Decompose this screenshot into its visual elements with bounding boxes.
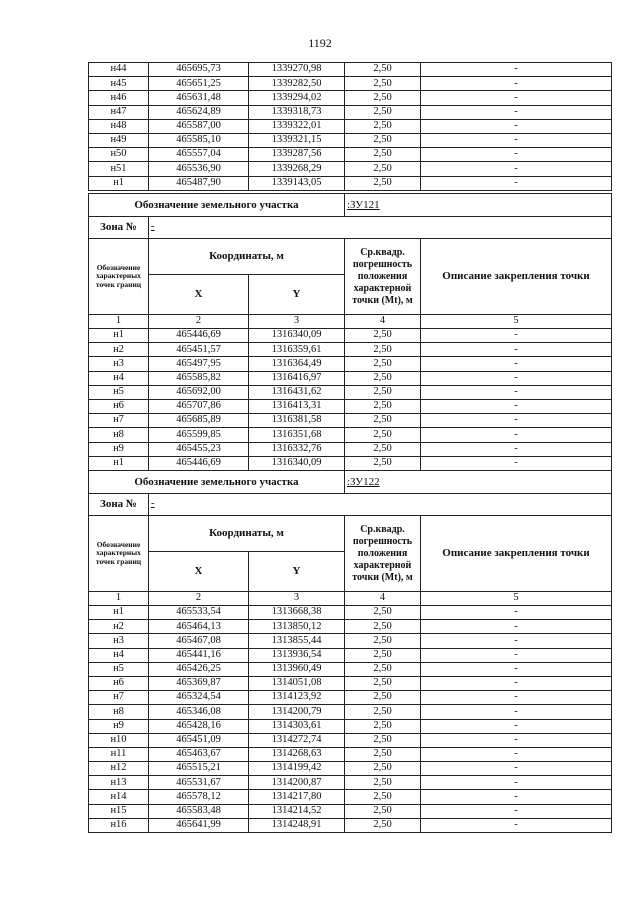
fixing-cell: - xyxy=(421,91,612,105)
x-coord-cell: 465531,67 xyxy=(149,776,249,790)
col-num-2: 2 xyxy=(149,592,249,606)
col-num-4: 4 xyxy=(345,592,421,606)
y-coord-cell: 1339321,15 xyxy=(249,133,345,147)
parcel-table-zu121 xyxy=(88,193,612,471)
fixing-cell: - xyxy=(421,329,612,343)
fixing-cell: - xyxy=(421,105,612,119)
fixing-cell: - xyxy=(421,148,612,162)
y-coord-cell: 1339322,01 xyxy=(249,119,345,133)
accuracy-cell: 2,50 xyxy=(345,385,421,399)
table-row xyxy=(89,691,612,705)
point-id-cell: н14 xyxy=(89,790,149,804)
accuracy-cell: 2,50 xyxy=(345,162,421,176)
fixing-cell: - xyxy=(421,63,612,77)
table-row xyxy=(89,818,612,832)
x-coord-cell: 465497,95 xyxy=(149,357,249,371)
y-coord-cell: 1316364,49 xyxy=(249,357,345,371)
points-header: Обозначение характерных точек границ xyxy=(89,239,149,315)
fixing-header: Описание закрепления точки xyxy=(421,516,612,592)
col-num-1: 1 xyxy=(89,315,149,329)
parcel-number: :ЗУ122 xyxy=(345,471,612,494)
fixing-cell: - xyxy=(421,119,612,133)
table-row xyxy=(89,176,612,190)
table-row xyxy=(89,148,612,162)
accuracy-cell: 2,50 xyxy=(345,776,421,790)
y-coord-cell: 1339268,29 xyxy=(249,162,345,176)
table-row xyxy=(89,162,612,176)
x-coord-cell: 465585,82 xyxy=(149,371,249,385)
accuracy-cell: 2,50 xyxy=(345,620,421,634)
point-id-cell: н10 xyxy=(89,733,149,747)
accuracy-cell: 2,50 xyxy=(345,91,421,105)
y-coord-cell: 1314200,79 xyxy=(249,705,345,719)
point-id-cell: н12 xyxy=(89,762,149,776)
accuracy-cell: 2,50 xyxy=(345,77,421,91)
x-coord-cell: 465585,10 xyxy=(149,133,249,147)
x-coord-cell: 465446,69 xyxy=(149,329,249,343)
accuracy-cell: 2,50 xyxy=(345,762,421,776)
accuracy-cell: 2,50 xyxy=(345,719,421,733)
table-row xyxy=(89,719,612,733)
point-id-cell: н7 xyxy=(89,414,149,428)
accuracy-cell: 2,50 xyxy=(345,119,421,133)
point-id-cell: н8 xyxy=(89,428,149,442)
fixing-cell: - xyxy=(421,818,612,832)
page-number: 1192 xyxy=(308,36,332,50)
table-row xyxy=(89,620,612,634)
parcel-label: Обозначение земельного участка xyxy=(89,471,345,494)
col-num-4: 4 xyxy=(345,315,421,329)
fixing-cell: - xyxy=(421,385,612,399)
y-coord-cell: 1339143,05 xyxy=(249,176,345,190)
accuracy-cell: 2,50 xyxy=(345,414,421,428)
y-coord-cell: 1314248,91 xyxy=(249,818,345,832)
table-row xyxy=(89,733,612,747)
table-row xyxy=(89,414,612,428)
y-coord-cell: 1316381,58 xyxy=(249,414,345,428)
fixing-cell: - xyxy=(421,414,612,428)
parcel-table-zu122 xyxy=(88,470,612,833)
x-coord-cell: 465428,16 xyxy=(149,719,249,733)
fixing-cell: - xyxy=(421,776,612,790)
x-coord-cell: 465515,21 xyxy=(149,762,249,776)
point-id-cell: н47 xyxy=(89,105,149,119)
fixing-cell: - xyxy=(421,371,612,385)
point-id-cell: н9 xyxy=(89,442,149,456)
point-id-cell: н48 xyxy=(89,119,149,133)
accuracy-cell: 2,50 xyxy=(345,790,421,804)
accuracy-cell: 2,50 xyxy=(345,343,421,357)
accuracy-cell: 2,50 xyxy=(345,747,421,761)
y-coord-cell: 1314303,61 xyxy=(249,719,345,733)
point-id-cell: н7 xyxy=(89,691,149,705)
point-id-cell: н4 xyxy=(89,371,149,385)
parcel-label: Обозначение земельного участка xyxy=(89,194,345,217)
fixing-header: Описание закрепления точки xyxy=(421,239,612,315)
x-coord-cell: 465446,69 xyxy=(149,456,249,470)
x-coord-cell: 465578,12 xyxy=(149,790,249,804)
table-row xyxy=(89,776,612,790)
table-row xyxy=(89,790,612,804)
x-coord-cell: 465463,67 xyxy=(149,747,249,761)
y-coord-cell: 1314214,52 xyxy=(249,804,345,818)
point-id-cell: н45 xyxy=(89,77,149,91)
y-coord-cell: 1314272,74 xyxy=(249,733,345,747)
table-row xyxy=(89,606,612,620)
accuracy-cell: 2,50 xyxy=(345,606,421,620)
accuracy-cell: 2,50 xyxy=(345,705,421,719)
table-row xyxy=(89,762,612,776)
y-header: Y xyxy=(249,552,345,592)
y-coord-cell: 1316332,76 xyxy=(249,442,345,456)
point-id-cell: н5 xyxy=(89,385,149,399)
x-coord-cell: 465692,00 xyxy=(149,385,249,399)
y-coord-cell: 1316359,61 xyxy=(249,343,345,357)
continuation-table xyxy=(88,62,612,191)
x-header: X xyxy=(149,552,249,592)
x-coord-cell: 465599,85 xyxy=(149,428,249,442)
fixing-cell: - xyxy=(421,620,612,634)
accuracy-cell: 2,50 xyxy=(345,133,421,147)
point-id-cell: н50 xyxy=(89,148,149,162)
point-id-cell: н2 xyxy=(89,620,149,634)
zone-label: Зона № xyxy=(89,494,149,516)
accuracy-header: Ср.квадр. погрешность положения характерной точки (Mt), м xyxy=(345,239,421,315)
zone-value: - xyxy=(149,217,612,239)
table-row xyxy=(89,804,612,818)
x-coord-cell: 465651,25 xyxy=(149,77,249,91)
accuracy-cell: 2,50 xyxy=(345,662,421,676)
accuracy-cell: 2,50 xyxy=(345,428,421,442)
fixing-cell: - xyxy=(421,634,612,648)
point-id-cell: н6 xyxy=(89,676,149,690)
x-coord-cell: 465587,00 xyxy=(149,119,249,133)
col-num-5: 5 xyxy=(421,592,612,606)
x-coord-cell: 465467,08 xyxy=(149,634,249,648)
points-header: Обозначение характерных точек границ xyxy=(89,516,149,592)
x-coord-cell: 465557,04 xyxy=(149,148,249,162)
x-coord-cell: 465631,48 xyxy=(149,91,249,105)
y-coord-cell: 1313855,44 xyxy=(249,634,345,648)
table-row xyxy=(89,399,612,413)
point-id-cell: н9 xyxy=(89,719,149,733)
y-coord-cell: 1316340,09 xyxy=(249,329,345,343)
point-id-cell: н5 xyxy=(89,662,149,676)
x-coord-cell: 465346,08 xyxy=(149,705,249,719)
x-coord-cell: 465441,16 xyxy=(149,648,249,662)
point-id-cell: н1 xyxy=(89,329,149,343)
fixing-cell: - xyxy=(421,77,612,91)
fixing-cell: - xyxy=(421,357,612,371)
y-coord-cell: 1314123,92 xyxy=(249,691,345,705)
y-coord-cell: 1339294,02 xyxy=(249,91,345,105)
y-header: Y xyxy=(249,275,345,315)
accuracy-cell: 2,50 xyxy=(345,329,421,343)
fixing-cell: - xyxy=(421,790,612,804)
x-coord-cell: 465533,54 xyxy=(149,606,249,620)
y-coord-cell: 1313960,49 xyxy=(249,662,345,676)
accuracy-cell: 2,50 xyxy=(345,456,421,470)
table-row xyxy=(89,456,612,470)
fixing-cell: - xyxy=(421,456,612,470)
y-coord-cell: 1316340,09 xyxy=(249,456,345,470)
x-coord-cell: 465685,89 xyxy=(149,414,249,428)
x-coord-cell: 465426,25 xyxy=(149,662,249,676)
fixing-cell: - xyxy=(421,804,612,818)
fixing-cell: - xyxy=(421,606,612,620)
fixing-cell: - xyxy=(421,662,612,676)
x-coord-cell: 465624,89 xyxy=(149,105,249,119)
col-num-3: 3 xyxy=(249,592,345,606)
point-id-cell: н49 xyxy=(89,133,149,147)
x-coord-cell: 465707,86 xyxy=(149,399,249,413)
table-row xyxy=(89,119,612,133)
fixing-cell: - xyxy=(421,428,612,442)
accuracy-cell: 2,50 xyxy=(345,105,421,119)
col-num-2: 2 xyxy=(149,315,249,329)
y-coord-cell: 1339318,73 xyxy=(249,105,345,119)
fixing-cell: - xyxy=(421,162,612,176)
x-coord-cell: 465455,23 xyxy=(149,442,249,456)
x-coord-cell: 465451,57 xyxy=(149,343,249,357)
fixing-cell: - xyxy=(421,733,612,747)
point-id-cell: н8 xyxy=(89,705,149,719)
table-row xyxy=(89,676,612,690)
fixing-cell: - xyxy=(421,176,612,190)
table-row xyxy=(89,133,612,147)
coords-header: Координаты, м xyxy=(149,516,345,552)
accuracy-header: Ср.квадр. погрешность положения характерной точки (Mt), м xyxy=(345,516,421,592)
accuracy-cell: 2,50 xyxy=(345,371,421,385)
x-coord-cell: 465464,13 xyxy=(149,620,249,634)
fixing-cell: - xyxy=(421,719,612,733)
table-row xyxy=(89,634,612,648)
point-id-cell: н46 xyxy=(89,91,149,105)
fixing-cell: - xyxy=(421,399,612,413)
fixing-cell: - xyxy=(421,442,612,456)
y-coord-cell: 1316416,97 xyxy=(249,371,345,385)
table-row xyxy=(89,442,612,456)
point-id-cell: н1 xyxy=(89,456,149,470)
table-row xyxy=(89,648,612,662)
x-coord-cell: 465583,48 xyxy=(149,804,249,818)
x-coord-cell: 465369,87 xyxy=(149,676,249,690)
y-coord-cell: 1314200,87 xyxy=(249,776,345,790)
col-num-1: 1 xyxy=(89,592,149,606)
y-coord-cell: 1313850,12 xyxy=(249,620,345,634)
col-num-3: 3 xyxy=(249,315,345,329)
point-id-cell: н51 xyxy=(89,162,149,176)
accuracy-cell: 2,50 xyxy=(345,648,421,662)
y-coord-cell: 1339287,56 xyxy=(249,148,345,162)
y-coord-cell: 1314217,80 xyxy=(249,790,345,804)
accuracy-cell: 2,50 xyxy=(345,63,421,77)
coords-header: Координаты, м xyxy=(149,239,345,275)
fixing-cell: - xyxy=(421,705,612,719)
fixing-cell: - xyxy=(421,762,612,776)
accuracy-cell: 2,50 xyxy=(345,634,421,648)
point-id-cell: н15 xyxy=(89,804,149,818)
y-coord-cell: 1339270,98 xyxy=(249,63,345,77)
point-id-cell: н11 xyxy=(89,747,149,761)
fixing-cell: - xyxy=(421,133,612,147)
point-id-cell: н4 xyxy=(89,648,149,662)
zone-label: Зона № xyxy=(89,217,149,239)
y-coord-cell: 1314051,08 xyxy=(249,676,345,690)
x-coord-cell: 465451,09 xyxy=(149,733,249,747)
point-id-cell: н44 xyxy=(89,63,149,77)
accuracy-cell: 2,50 xyxy=(345,148,421,162)
table-row xyxy=(89,705,612,719)
x-coord-cell: 465641,99 xyxy=(149,818,249,832)
fixing-cell: - xyxy=(421,648,612,662)
table-row xyxy=(89,357,612,371)
fixing-cell: - xyxy=(421,747,612,761)
point-id-cell: н3 xyxy=(89,357,149,371)
x-coord-cell: 465695,73 xyxy=(149,63,249,77)
x-header: X xyxy=(149,275,249,315)
table-row xyxy=(89,662,612,676)
accuracy-cell: 2,50 xyxy=(345,676,421,690)
point-id-cell: н6 xyxy=(89,399,149,413)
x-coord-cell: 465536,90 xyxy=(149,162,249,176)
zone-value: - xyxy=(149,494,612,516)
point-id-cell: н1 xyxy=(89,176,149,190)
table-row xyxy=(89,91,612,105)
col-num-5: 5 xyxy=(421,315,612,329)
point-id-cell: н13 xyxy=(89,776,149,790)
table-row xyxy=(89,371,612,385)
accuracy-cell: 2,50 xyxy=(345,176,421,190)
point-id-cell: н2 xyxy=(89,343,149,357)
table-row xyxy=(89,63,612,77)
point-id-cell: н1 xyxy=(89,606,149,620)
y-coord-cell: 1316351,68 xyxy=(249,428,345,442)
accuracy-cell: 2,50 xyxy=(345,399,421,413)
y-coord-cell: 1316431,62 xyxy=(249,385,345,399)
fixing-cell: - xyxy=(421,676,612,690)
accuracy-cell: 2,50 xyxy=(345,733,421,747)
y-coord-cell: 1313668,38 xyxy=(249,606,345,620)
table-row xyxy=(89,329,612,343)
table-row xyxy=(89,105,612,119)
y-coord-cell: 1339282,50 xyxy=(249,77,345,91)
table-row xyxy=(89,385,612,399)
parcel-number: :ЗУ121 xyxy=(345,194,612,217)
y-coord-cell: 1313936,54 xyxy=(249,648,345,662)
x-coord-cell: 465487,90 xyxy=(149,176,249,190)
fixing-cell: - xyxy=(421,343,612,357)
accuracy-cell: 2,50 xyxy=(345,442,421,456)
y-coord-cell: 1314199,42 xyxy=(249,762,345,776)
accuracy-cell: 2,50 xyxy=(345,804,421,818)
y-coord-cell: 1314268,63 xyxy=(249,747,345,761)
table-row xyxy=(89,77,612,91)
point-id-cell: н3 xyxy=(89,634,149,648)
table-row xyxy=(89,428,612,442)
table-row xyxy=(89,747,612,761)
x-coord-cell: 465324,54 xyxy=(149,691,249,705)
table-row xyxy=(89,343,612,357)
accuracy-cell: 2,50 xyxy=(345,818,421,832)
accuracy-cell: 2,50 xyxy=(345,691,421,705)
fixing-cell: - xyxy=(421,691,612,705)
accuracy-cell: 2,50 xyxy=(345,357,421,371)
point-id-cell: н16 xyxy=(89,818,149,832)
y-coord-cell: 1316413,31 xyxy=(249,399,345,413)
